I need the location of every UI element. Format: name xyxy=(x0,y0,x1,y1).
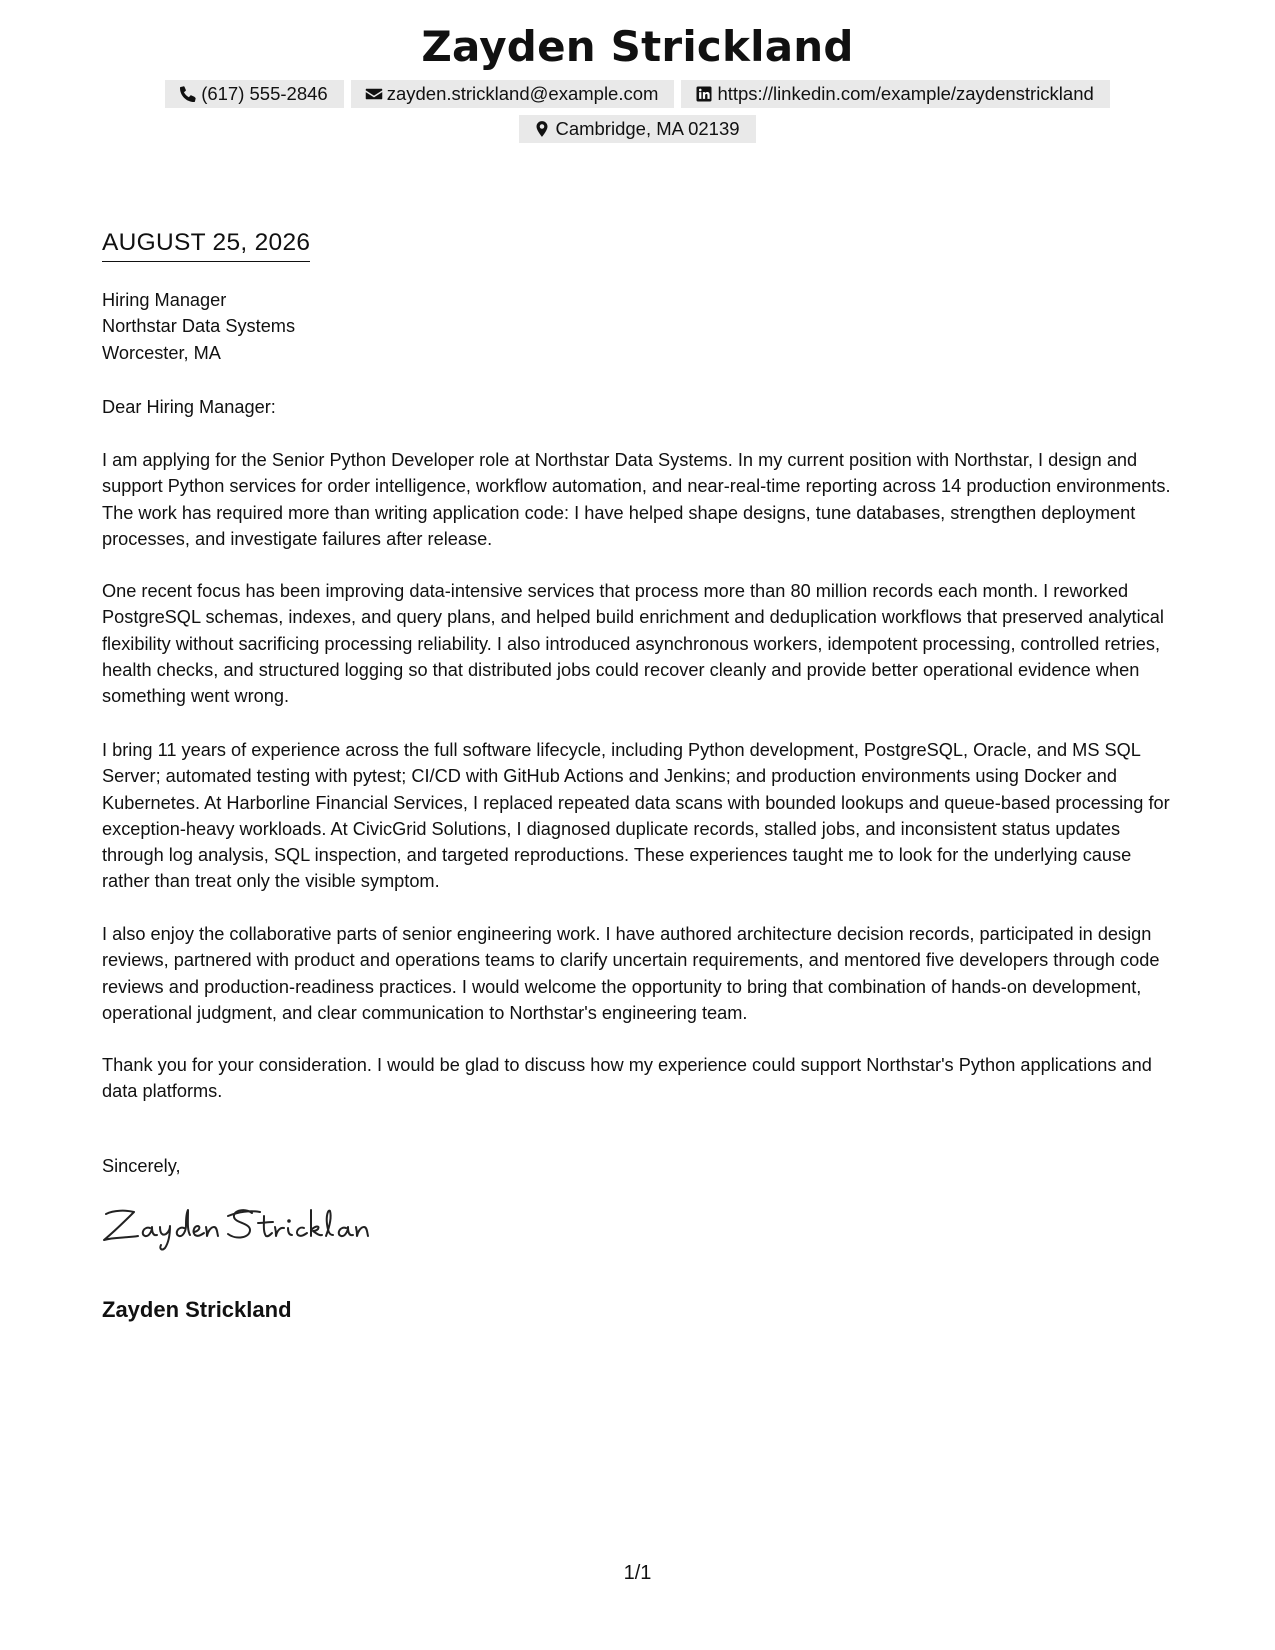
linkedin-chip[interactable] xyxy=(681,80,1109,108)
handwritten-signature xyxy=(100,1196,400,1252)
email-chip[interactable] xyxy=(351,80,675,108)
page-number: 1/1 xyxy=(623,1562,652,1584)
recipient-company: Northstar Data Systems xyxy=(102,316,296,337)
recipient-block xyxy=(102,287,295,366)
location-text: Cambridge, MA 02139 xyxy=(555,118,740,139)
contact-row-location xyxy=(0,115,1275,143)
linkedin-text: https://linkedin.com/example/zaydenstrickland xyxy=(717,83,1094,104)
recipient-title: Hiring Manager xyxy=(102,290,227,310)
salutation: Dear Hiring Manager: xyxy=(102,397,276,417)
phone-chip[interactable] xyxy=(165,80,344,108)
phone-icon xyxy=(179,85,197,103)
location-chip[interactable] xyxy=(519,115,755,143)
body-paragraph-4: I also enjoy the collaborative parts of senior engineering work. I have authored architecture decision records, participated in design reviews, partnered with product and operations teams to clarify uncertain requirements, and mentored five developers through code reviews and production-readiness practices. I would welcome the opportunity to bring that combination of hands-on development, operational judgment, and clear communication to Northstar's engineering team. xyxy=(102,924,1160,1023)
closing: Sincerely, xyxy=(102,1156,181,1176)
phone-text: (617) 555-2846 xyxy=(201,83,328,104)
email-text: zayden.strickland@example.com xyxy=(386,83,659,104)
letter-date: AUGUST 25, 2026 xyxy=(102,228,310,262)
body-paragraph-5: Thank you for your consideration. I would be glad to discuss how my experience could support Northstar's Python applications and data platforms. xyxy=(102,1055,1152,1102)
body-paragraph-1: I am applying for the Senior Python Developer role at Northstar Data Systems. In my current position with Northstar, I design and support Python services for order intelligence, workflow automation, and near-real-time reporting across 14 production environments. The work has required more than writing application code: I have helped shape designs, tune databases, strengthen deployment processes, and investigate failures after release. xyxy=(102,450,1171,549)
applicant-name-heading: Zayden Strickland xyxy=(421,22,854,71)
contact-row xyxy=(0,80,1275,108)
body-paragraph-3: I bring 11 years of experience across the full software lifecycle, including Python development, PostgreSQL, Oracle, and MS SQL Server; automated testing with pytest; CI/CD with GitHub Actions and Jenkins; and production environments using Docker and Kubernetes. At Harborline Financial Services, I replaced repeated data scans with bounded lookups and queue-based processing for exception-heavy workloads. At CivicGrid Solutions, I diagnosed duplicate records, stalled jobs, and inconsistent status updates through log analysis, SQL inspection, and targeted reproductions. These experiences taught me to look for the underlying cause rather than treat only the visible symptom. xyxy=(102,740,1170,892)
body-paragraph-2: One recent focus has been improving data-intensive services that process more than 80 million records each month. I reworked PostgreSQL schemas, indexes, and query plans, and helped build enrichment and deduplication workflows that preserved analytical flexibility without sacrificing processing reliability. I also introduced asynchronous workers, idempotent processing, controlled retries, health checks, and structured logging so that distributed jobs could recover cleanly and provide better operational evidence when something went wrong. xyxy=(102,581,1164,707)
map-marker-icon xyxy=(533,120,551,138)
envelope-icon xyxy=(365,85,383,103)
recipient-location: Worcester, MA xyxy=(102,342,221,363)
linkedin-icon xyxy=(695,85,713,103)
signer-name: Zayden Strickland xyxy=(102,1297,292,1322)
